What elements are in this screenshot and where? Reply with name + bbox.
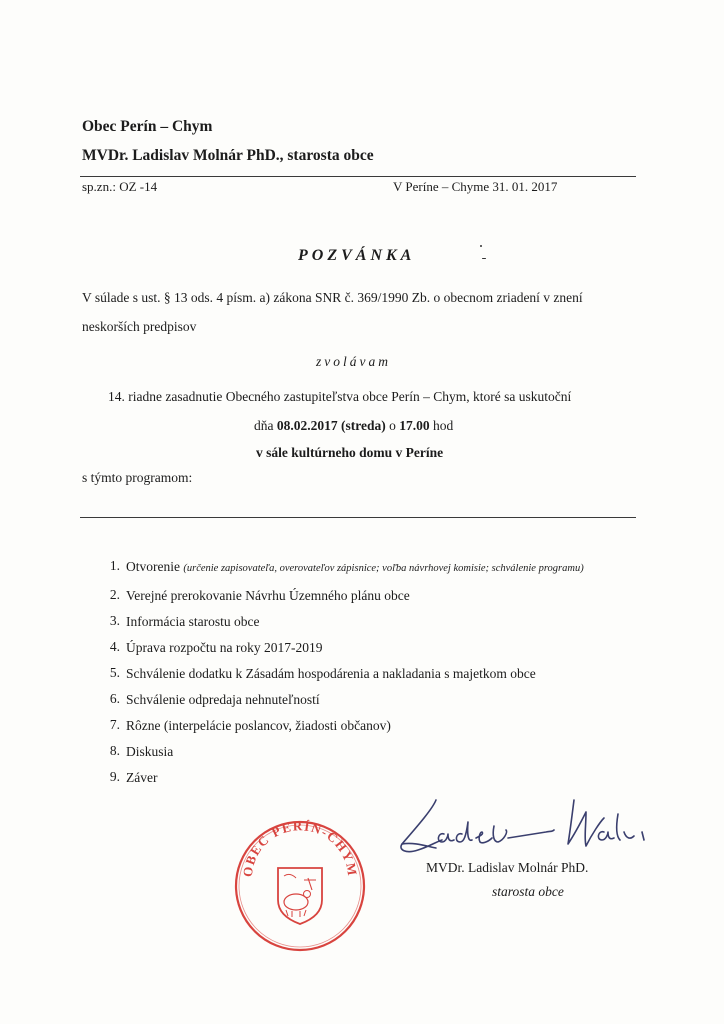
list-item: [102, 665, 622, 682]
handwritten-signature: [396, 792, 666, 862]
mayor-heading: MVDr. Ladislav Molnár PhD., starosta obce: [82, 147, 374, 164]
scan-speck: [482, 258, 486, 259]
official-stamp: [232, 818, 368, 954]
time-prefix: o: [385, 418, 400, 433]
place-and-date: V Períne – Chyme 31. 01. 2017: [393, 179, 558, 194]
meeting-time: 17.00: [399, 418, 430, 433]
item-text: Schválenie odpredaja nehnuteľností: [126, 692, 320, 707]
legal-basis-line-2: neskorších predpisov: [82, 319, 197, 334]
item-text: Otvorenie: [126, 559, 180, 574]
meeting-date-time: [254, 418, 453, 434]
municipality-name: Obec Perín – Chym: [82, 118, 213, 135]
item-text: Diskusia: [126, 744, 174, 759]
item-number: 1.: [109, 558, 120, 573]
item-text: Informácia starostu obce: [126, 614, 260, 629]
list-item: [102, 691, 622, 708]
meeting-date: 08.02.2017 (streda): [276, 418, 386, 433]
time-suffix: hod: [429, 418, 454, 433]
date-prefix: dňa: [254, 418, 277, 433]
list-item: [102, 769, 622, 786]
item-text: Záver: [126, 770, 158, 785]
stamp-text: OBEC PERÍN-CHYM: [239, 818, 361, 878]
item-note: (určenie zapisovateľa, overovateľov zápisnice; voľba návrhovej komisie; schválenie programu): [183, 563, 584, 574]
list-item: [102, 639, 622, 656]
item-number: 3.: [109, 613, 120, 628]
item-number: 5.: [109, 665, 120, 680]
meeting-venue: v sále kultúrneho domu v Períne: [256, 445, 444, 460]
program-intro: s týmto programom:: [82, 470, 193, 485]
item-number: 7.: [109, 717, 120, 732]
coat-of-arms-icon: [278, 868, 322, 924]
signatory-name: MVDr. Ladislav Molnár PhD.: [426, 860, 589, 875]
item-text: Verejné prerokovanie Návrhu Územného plánu obce: [126, 588, 410, 603]
program-rule: [80, 517, 636, 518]
legal-basis-line-1: V súlade s ust. § 13 ods. 4 písm. a) zákona SNR č. 369/1990 Zb. o obecnom zriadení v znení: [82, 290, 583, 305]
convene-word: zvolávam: [316, 354, 391, 369]
list-item: [102, 587, 622, 604]
scan-speck: [480, 245, 482, 247]
list-item: [102, 613, 622, 630]
item-text: Úprava rozpočtu na roky 2017-2019: [126, 640, 323, 655]
list-item: [102, 717, 622, 734]
header-rule: [80, 176, 636, 177]
program-list: [102, 558, 622, 795]
item-number: 6.: [109, 691, 120, 706]
document-title: POZVÁNKA: [298, 247, 416, 264]
item-number: 8.: [109, 743, 120, 758]
meeting-announcement: 14. riadne zasadnutie Obecného zastupiteľstva obce Perín – Chym, ktoré sa uskutoční: [108, 389, 572, 404]
item-text: Schválenie dodatku k Zásadám hospodárenia a nakladania s majetkom obce: [126, 666, 536, 681]
item-number: 9.: [109, 769, 120, 784]
signatory-role: starosta obce: [492, 884, 564, 899]
item-text: Rôzne (interpelácie poslancov, žiadosti občanov): [126, 718, 391, 733]
item-number: 2.: [109, 587, 120, 602]
list-item: [102, 743, 622, 760]
item-number: 4.: [109, 639, 120, 654]
reference-number: sp.zn.: OZ -14: [82, 179, 158, 194]
list-item: [102, 558, 622, 578]
